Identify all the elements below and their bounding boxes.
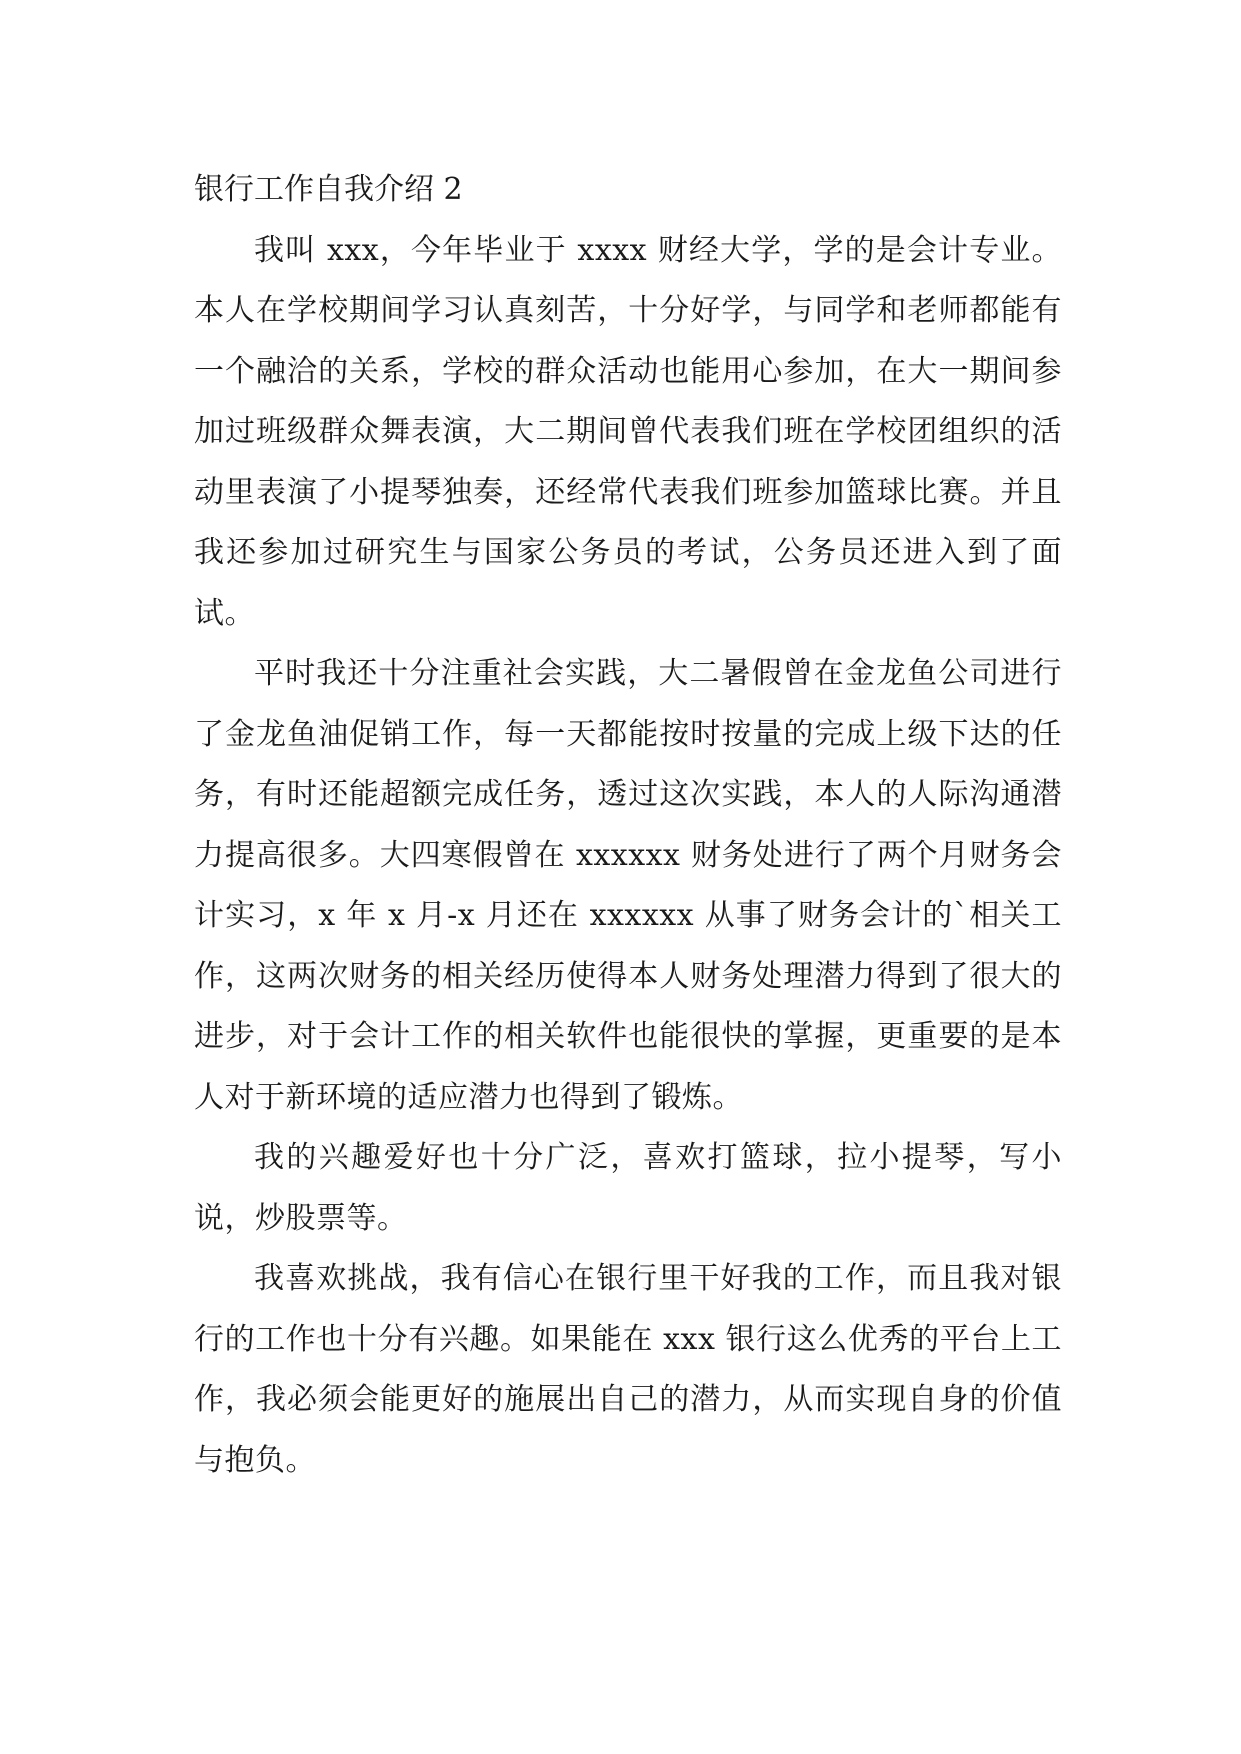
paragraph-education: 我叫 xxx，今年毕业于 xxxx 财经大学，学的是会计专业。本人在学校期间学习认真刻苦，十分好学，与同学和老师都能有一个融洽的关系，学校的群众活动也能用心参加，在大一期间参加过班级群众舞表演，大二期间曾代表我们班在学校团组织的活动里表演了小提琴独奏，还经常代表我们班参加篮球比赛。并且我还参加过研究生与国家公务员的考试，公务员还进入到了面试。 <box>194 232 1062 631</box>
document-body <box>194 160 1062 1491</box>
document-title: 银行工作自我介绍 2 <box>194 172 463 207</box>
paragraph-motivation: 我喜欢挑战，我有信心在银行里干好我的工作，而且我对银行的工作也十分有兴趣。如果能在 xxx 银行这么优秀的平台上工作，我必须会能更好的施展出自己的潜力，从而实现自身的价值与抱负。 <box>194 1261 1062 1478</box>
paragraph-practice: 平时我还十分注重社会实践，大二暑假曾在金龙鱼公司进行了金龙鱼油促销工作，每一天都能按时按量的完成上级下达的任务，有时还能超额完成任务，透过这次实践，本人的人际沟通潜力提高很多。大四寒假曾在 xxxxxx 财务处进行了两个月财务会计实习，x 年 x 月-x 月还在 xxxxxx 从事了财务会计的`相关工作，这两次财务的相关经历使得本人财务处理潜力得到了很大的进步，对于会计工作的相关软件也能很快的掌握，更重要的是本人对于新环境的适应潜力也得到了锻炼。 <box>194 656 1062 1115</box>
paragraph-hobbies: 我的兴趣爱好也十分广泛，喜欢打篮球，拉小提琴，写小说，炒股票等。 <box>194 1140 1062 1236</box>
